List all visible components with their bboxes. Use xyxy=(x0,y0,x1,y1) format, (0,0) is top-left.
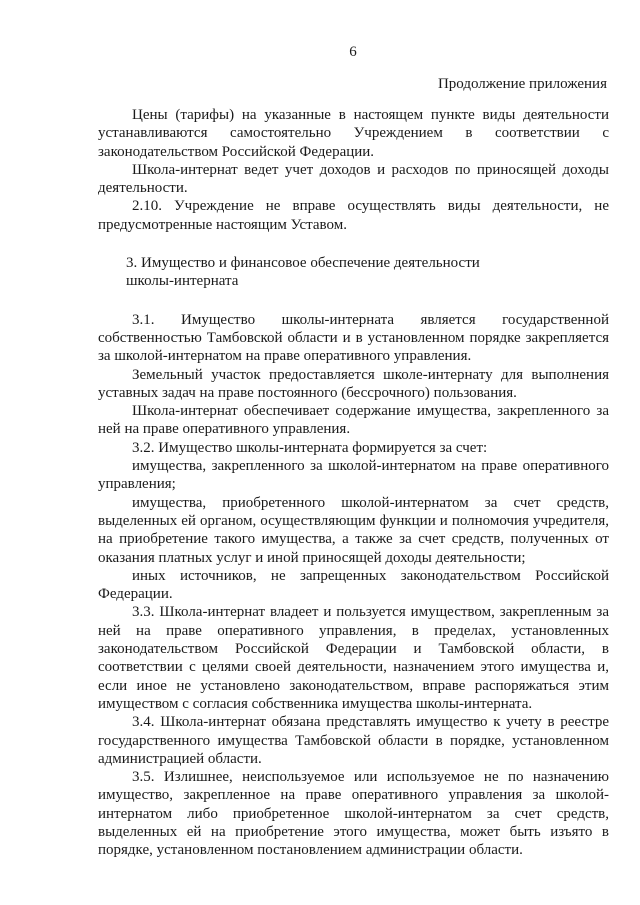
paragraph: Школа-интернат ведет учет доходов и расходов по приносящей доходы деятельности. xyxy=(98,161,609,197)
paragraph: 3.1. Имущество школы-интерната является государственной собственностью Тамбовской области и в установленном порядке закрепляется за школой-интернатом на праве оперативного управления. xyxy=(98,311,609,365)
section-heading-line: школы-интерната xyxy=(126,273,239,290)
paragraph: имущества, закрепленного за школой-интернатом на праве оперативного управления; xyxy=(98,458,609,493)
paragraph: Школа-интернат обеспечивает содержание имущества, закрепленного за ней на праве оперативного управления. xyxy=(98,403,609,438)
section-heading-line: 3. Имущество и финансовое обеспечение деятельности xyxy=(126,255,480,272)
paragraph: имущества, приобретенного школой-интернатом за счет средств, выделенных ей органом, осуществляющим функции и полномочия учредителя, на приобретение такого имущества, а также за счет средств, полученных от оказания платных услуг и иной приносящей доходы деятельности; xyxy=(98,494,609,566)
paragraph: Земельный участок предоставляется школе-интернату для выполнения уставных задач на праве постоянного (бессрочного) пользования. xyxy=(98,366,609,401)
continuation-note: Продолжение приложения xyxy=(437,76,607,92)
paragraph: Цены (тарифы) на указанные в настоящем пункте виды деятельности устанавливаются самостоятельно Учреждением в соответствии с законодательством Российской Федерации. xyxy=(98,107,609,160)
page-number: 6 xyxy=(349,44,357,60)
paragraph: 3.5. Излишнее, неиспользуемое или используемое не по назначению имущество, закрепленное на праве оперативного управления за школой-интернатом либо приобретенное школой-интернатом за счет средств, выделенных ей на приобретение этого имущества, может быть изъято в порядке, установленном постановлением администрации области. xyxy=(98,769,609,859)
paragraph: иных источников, не запрещенных законодательством Российской Федерации. xyxy=(98,567,609,603)
paragraph: 3.2. Имущество школы-интерната формируется за счет: xyxy=(132,439,488,456)
document-body xyxy=(98,106,609,860)
section-heading xyxy=(98,254,609,291)
paragraph: 3.4. Школа-интернат обязана представлять имущество к учету в реестре государственного имущества Тамбовской области в порядке, установленном администрацией области. xyxy=(98,714,609,767)
paragraph: 2.10. Учреждение не вправе осуществлять виды деятельности, не предусмотренные настоящим Уставом. xyxy=(98,198,609,233)
paragraph: 3.3. Школа-интернат владеет и пользуется имуществом, закрепленным за ней на праве оперативного управления, в пределах, установленных законодательством Российской Федерации и Тамбовской области, в соответствии с целями своей деятельности, назначением этого имущества и, если иное не установлено законодательством, вправе распоряжаться этим имуществом с согласия собственника имущества школы-интерната. xyxy=(98,604,609,712)
